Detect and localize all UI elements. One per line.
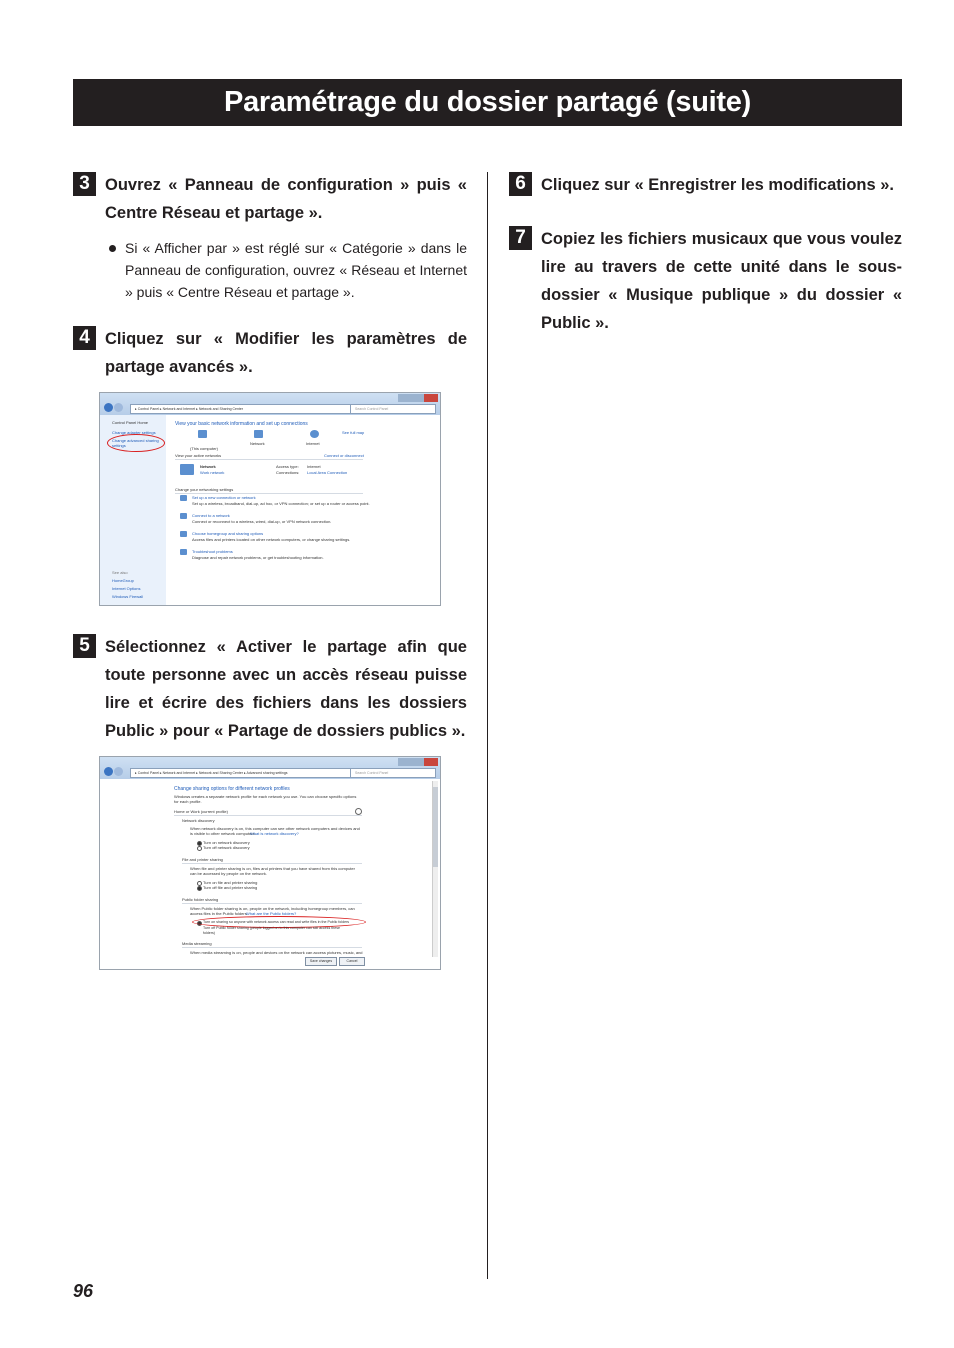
map-label: Network [250, 441, 265, 446]
task-desc: Diagnose and repair network problems, or get troubleshooting information. [192, 555, 324, 560]
divider [175, 459, 363, 460]
collapse-icon [355, 808, 362, 815]
main-heading: Change sharing options for different network profiles [174, 786, 290, 792]
search-box: Search Control Panel [350, 404, 436, 414]
see-full-map: See full map [342, 430, 365, 435]
task-desc: Access files and printers located on other network computers, or change sharing settings. [192, 537, 351, 542]
page-number: 96 [73, 1281, 94, 1301]
step-number: 3 [73, 172, 96, 196]
step-7 [509, 226, 902, 338]
network-sharing-center-screenshot [99, 392, 441, 606]
intro-text: Windows creates a separate network profile for each network you use. You can choose specific options for each profile. [174, 794, 357, 804]
task-link: Connect to a network [192, 513, 230, 518]
option-label: Turn off Public folder sharing (people logged on to this computer can still access these folders) [203, 926, 341, 935]
step-4 [73, 326, 467, 382]
change-settings: Change your networking settings [175, 487, 234, 492]
option-label: Turn off file and printer sharing [203, 885, 258, 890]
radio [197, 846, 202, 851]
step-5 [73, 634, 467, 746]
option-label: Turn on network discovery [203, 840, 250, 845]
step-3 [73, 172, 467, 228]
map-label: (This computer) [190, 446, 219, 451]
step-heading: Ouvrez « Panneau de configuration » puis « Centre Réseau et partage ». [105, 176, 467, 222]
radio-selected [197, 886, 202, 891]
back-icon [104, 767, 113, 776]
divider [175, 493, 363, 494]
access-type-label: Access type: [276, 464, 299, 469]
section-title: Network discovery [182, 818, 215, 823]
close-icon [424, 758, 438, 766]
step-3-note [125, 237, 467, 303]
note-text: Si « Afficher par » est réglé sur « Catégorie » dans le Panneau de configuration, ouvrez « Réseau et Internet » puis « Centre Réseau et partage ». [125, 240, 467, 300]
divider [182, 903, 362, 904]
highlight-circle [107, 434, 165, 452]
internet-icon [310, 430, 319, 438]
map-label: Internet [306, 441, 320, 446]
forward-icon [114, 403, 123, 412]
page-title: Paramétrage du dossier partagé (suite) [73, 79, 902, 126]
main-heading: View your basic network information and set up connections [175, 421, 308, 427]
divider [182, 863, 362, 864]
sidebar-home: Control Panel Home [112, 420, 149, 425]
see-also-item: Internet Options [112, 586, 141, 591]
computer-icon [198, 430, 207, 438]
step-heading: Sélectionnez « Activer le partage afin que toute personne avec un accès réseau puisse lire et écrire des fichiers dans les dossiers Public » pour « Partage de dossiers publics ». [105, 638, 467, 740]
task-link: Troubleshoot problems [192, 549, 233, 554]
step-6 [509, 172, 902, 200]
see-also-item: Windows Firewall [112, 594, 144, 599]
task-icon [180, 495, 187, 501]
profile-name: Home or Work (current profile) [174, 809, 228, 814]
step-heading: Cliquez sur « Modifier les paramètres de partage avancés ». [105, 330, 467, 376]
network-name: Network [200, 464, 216, 469]
divider [174, 815, 362, 816]
address-bar: ▸ Control Panel ▸ Network and Internet ▸ Network and Sharing Center ▸ Advanced sharing settings [130, 768, 356, 778]
section-desc: When Public folder sharing is on, people on the network, including homegroup members, can access files in the Public folders. [190, 906, 355, 916]
see-also: See also [112, 570, 128, 575]
step-number: 7 [509, 226, 532, 250]
step-number: 6 [509, 172, 532, 196]
section-title: Media streaming [182, 941, 212, 946]
search-box: Search Control Panel [350, 768, 436, 778]
step-number: 4 [73, 326, 96, 350]
access-type-value: Internet [307, 464, 321, 469]
bullet-dot [109, 245, 116, 252]
task-desc: Set up a wireless, broadband, dial-up, ad hoc, or VPN connection; or set up a router or access point. [192, 501, 370, 506]
network-icon [254, 430, 263, 438]
close-icon [424, 394, 438, 402]
back-icon [104, 403, 113, 412]
section-desc: When file and printer sharing is on, files and printers that you have shared from this computer can be accessed by people on the network. [190, 866, 355, 876]
connections-value: Local Area Connection [307, 470, 348, 475]
option-label: Turn off network discovery [203, 845, 250, 850]
advanced-sharing-settings-screenshot [99, 756, 441, 970]
task-link: Choose homegroup and sharing options [192, 531, 264, 536]
task-link: Set up a new connection or network [192, 495, 256, 500]
section-title: Public folder sharing [182, 897, 219, 902]
network-bench-icon [180, 464, 194, 475]
section-help-link: What is network discovery? [250, 831, 299, 836]
save-changes-button: Save changes [305, 957, 337, 966]
task-icon [180, 513, 187, 519]
sidebar-adapter: Change adapter settings [112, 430, 156, 435]
step-number: 5 [73, 634, 96, 658]
task-icon [180, 549, 187, 555]
address-bar: ▸ Control Panel ▸ Network and Internet ▸ Network and Sharing Center [130, 404, 356, 414]
see-also-item: HomeGroup [112, 578, 134, 583]
cancel-button: Cancel [339, 957, 365, 966]
step-heading: Copiez les fichiers musicaux que vous voulez lire au travers de cette unité dans le sous-dossier « Musique publique » du dossier « Public ». [541, 230, 902, 332]
task-desc: Connect or reconnect to a wireless, wired, dial-up, or VPN network connection. [192, 519, 332, 524]
option-label: Turn on sharing so anyone with network access can read and write files in the Public folders [203, 920, 350, 924]
section-desc: When media streaming is on, people and devices on the network can access pictures, music, and [190, 950, 363, 955]
connect-disconnect: Connect or disconnect [324, 453, 364, 458]
section-desc: When network discovery is on, this computer can see other network computers and devices and is visible to other network computers. [190, 826, 360, 836]
connections-label: Connections: [276, 470, 300, 475]
sidebar-advanced-sharing: Change advanced sharing settings [112, 438, 159, 448]
column-divider [487, 172, 488, 1279]
task-icon [180, 531, 187, 537]
section-help-link: What are the Public folders? [246, 911, 297, 916]
forward-icon [114, 767, 123, 776]
divider [182, 947, 362, 948]
active-networks: View your active networks [175, 453, 222, 458]
section-title: File and printer sharing [182, 857, 223, 862]
scrollbar-thumb [433, 787, 438, 867]
step-heading: Cliquez sur « Enregistrer les modifications ». [541, 176, 895, 194]
network-type: Work network [200, 470, 225, 475]
option-label: Turn on file and printer sharing [203, 880, 258, 885]
